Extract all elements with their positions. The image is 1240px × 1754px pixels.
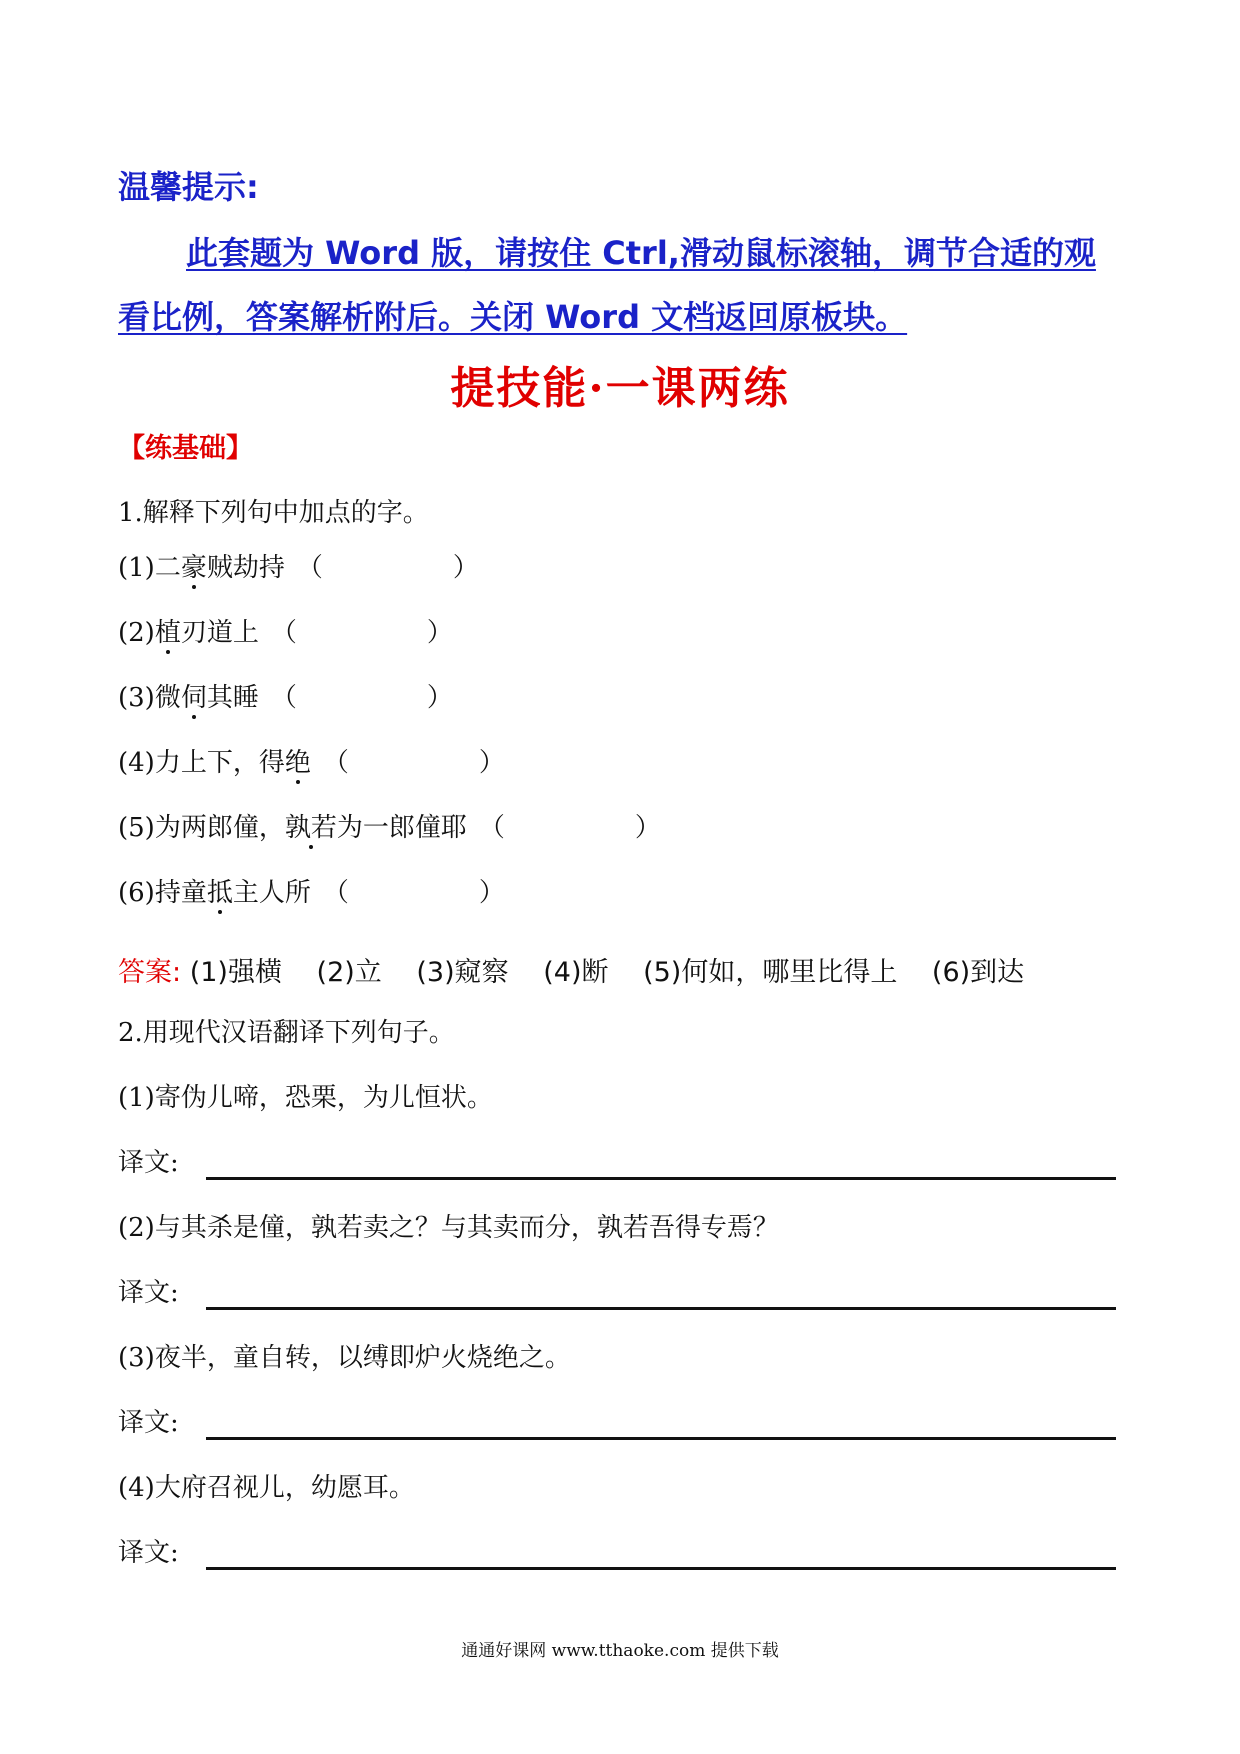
page-footer: 通通好课网 www.tthaoke.com 提供下载 (461, 1641, 779, 1661)
answer-item: (5)何如，哪里比得上 (643, 957, 898, 988)
translation-label: 译文: (118, 1408, 179, 1438)
question-2-item: (3)夜半，童自转，以缚即炉火烧绝之。 (118, 1343, 571, 1373)
question-1-item (118, 742, 505, 779)
answer-label: 答案: (118, 957, 182, 988)
answer-item: (1)强横 (189, 957, 282, 988)
answer-item: (6)到达 (931, 957, 1025, 988)
answer-blank: （ ） (296, 553, 479, 583)
page-title: 提技能·一课两练 (450, 363, 790, 414)
translation-label: 译文: (118, 1148, 179, 1178)
item-text: (1)二 (118, 553, 181, 583)
question-2-item: (4)大府召视儿，幼愿耳。 (118, 1473, 415, 1503)
translation-line (206, 1307, 1116, 1310)
translation-line (206, 1177, 1116, 1180)
answer-blank: （ ） (478, 813, 661, 843)
question-2-item: (2)与其杀是僮，孰若卖之？与其卖而分，孰若吾得专焉？ (118, 1213, 779, 1243)
question-1-item (118, 547, 479, 584)
answer-blank: （ ） (270, 618, 453, 648)
dotted-char: 植 (154, 618, 181, 648)
answer-blank: （ ） (270, 683, 453, 713)
answer-blank: （ ） (322, 878, 505, 908)
item-text: (2) (118, 618, 155, 648)
dotted-char: 伺 (180, 683, 207, 713)
item-text: 为一郎僮耶 (336, 813, 467, 843)
item-text: (4)力上下，得 (118, 748, 285, 778)
answer-blank: （ ） (322, 748, 505, 778)
question-1-stem: 1.解释下列句中加点的字。 (118, 498, 429, 528)
dotted-char: 孰若 (284, 813, 337, 843)
section-heading: 【练基础】 (118, 433, 253, 464)
answer-item: (3)窥察 (416, 957, 509, 988)
translation-line (206, 1567, 1116, 1570)
item-text: (3)微 (118, 683, 181, 713)
item-text: 贼劫持 (206, 553, 285, 583)
question-2-item: (1)寄伪儿啼，恐栗，为儿恒状。 (118, 1083, 493, 1113)
tip-line-1: 此套题为 Word 版，请按住 Ctrl,滑动鼠标滚轴，调节合适的观 (186, 234, 1096, 272)
item-text: 刃道上 (180, 618, 259, 648)
item-text: (6)持童 (118, 878, 207, 908)
answer-item: (4)断 (543, 957, 609, 988)
question-1-item (118, 677, 453, 714)
dotted-char: 豪 (180, 553, 207, 583)
dotted-char: 绝 (284, 748, 311, 778)
answer-line (118, 950, 1050, 989)
translation-line (206, 1437, 1116, 1440)
tip-line-2: 看比例，答案解析附后。关闭 Word 文档返回原板块。 (118, 298, 908, 336)
question-1-item (118, 612, 453, 649)
answer-item: (2)立 (316, 957, 382, 988)
dotted-char: 抵 (206, 878, 233, 908)
translation-label: 译文: (118, 1278, 179, 1308)
question-2-stem: 2.用现代汉语翻译下列句子。 (118, 1018, 455, 1048)
question-1-item (118, 807, 661, 844)
translation-label: 译文: (118, 1538, 179, 1568)
item-text: 主人所 (232, 878, 311, 908)
tip-title: 温馨提示: (118, 168, 259, 206)
question-1-item (118, 872, 505, 909)
item-text: 其睡 (206, 683, 259, 713)
item-text: (5)为两郎僮， (118, 813, 285, 843)
